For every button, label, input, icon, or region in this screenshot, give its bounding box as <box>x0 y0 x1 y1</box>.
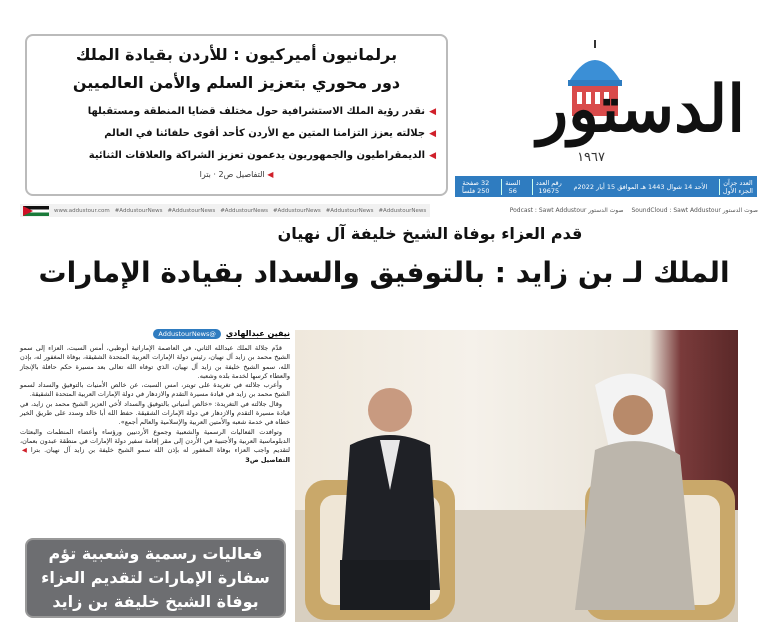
subheadline: قدم العزاء بوفاة الشيخ خليفة آل نهيان <box>277 224 583 243</box>
paragraph: قدّم جلالة الملك عبدالله الثاني، في العاصمة الإماراتية أبوظبي، أمس السبت، العزاء إلى سمو الشيخ محمد بن زايد آل نهيان، رئيس دولة الإمارات العربية المتحدة الشقيقة، بوفاة المغفور له، بإذن الله، سمو الشيخ خليفة بن زايد آل نهيان، الذي توفاه الله تعالى بعد مسيرة حكم حافلة بالإنجاز والعطاء كرسها لخدمة بلده وشعبه. <box>20 344 290 380</box>
masthead-name: الدستور <box>537 72 745 147</box>
issue-date: الأحد 14 شوال 1443 هـ الموافق 15 أيار 2022م <box>573 182 708 191</box>
byline <box>120 327 290 341</box>
masthead-logo <box>495 40 745 170</box>
soundcloud-link[interactable]: صوت الدستور SoundCloud : Sawt Addustour <box>631 206 758 214</box>
masthead-year: ١٩٦٧ <box>577 150 605 165</box>
side-story-line: سفارة الإمارات لتقديم العزاء <box>41 568 270 587</box>
top-story-headline-1: برلمانيون أميركيون : للأردن بقيادة الملك <box>75 45 398 64</box>
pages: 32 صفحة <box>462 178 490 187</box>
main-headline: الملك لـ بن زايد : بالتوفيق والسداد بقيادة الإمارات <box>38 256 730 289</box>
website-link[interactable]: www.addustour.com <box>54 207 110 214</box>
details-link[interactable]: التفاصيل ص2 <box>218 170 265 179</box>
issue-part: الجزء الأول <box>722 186 753 195</box>
bullet-item: ◀ جلالته يعزز التزامنا المتين مع الأردن كأحد أقوى حلفائنا في العالم <box>37 123 436 145</box>
year-no: 56 <box>508 186 517 195</box>
social-bar <box>20 204 430 217</box>
side-story-box[interactable] <box>25 538 286 618</box>
bullet-item: ◀ نقدر رؤية الملك الاستشرافية حول مختلف قضايا المنطقة ومستقبلها <box>37 101 436 123</box>
telegram-handle[interactable]: #AddustourNews <box>272 207 321 214</box>
issue-no-label: رقم العدد <box>535 178 562 187</box>
facebook-handle[interactable]: #AddustourNews <box>114 207 163 214</box>
twitter-handle[interactable]: #AddustourNews <box>378 207 427 214</box>
issue-label: العدد جزآن <box>723 178 753 187</box>
podcast-bar <box>435 204 758 216</box>
article-body <box>20 344 290 465</box>
main-photo <box>295 330 738 622</box>
top-story-box[interactable]: برلمانيون أميركيون : للأردن بقيادة الملك دور محوري بتعزيز السلم والأمن العالميين ◀ نقدر رؤية الملك الاستشرافية حول مختلف قضايا المنطقة ومستقبلها ◀ جلالته يعزز التزامنا المتين مع الأردن كأحد أقوى حلفائنا في العالم ◀ الديمقراطيون والجمهوريون يدعمون تعزيز الشراكة والعلاقات الثنائية ◀ التفاصيل ص2 · بترا <box>25 34 448 196</box>
arrow-icon: ◀ <box>267 170 274 179</box>
issue-no: 19675 <box>538 186 560 195</box>
instagram-handle[interactable]: #AddustourNews <box>167 207 216 214</box>
podcast-link[interactable]: صوت الدستور Podcast : Sawt Addustour <box>509 206 624 214</box>
side-story-line: بوفاة الشيخ خليفة بن زايد <box>52 592 259 611</box>
last-paragraph-wrap <box>20 428 290 465</box>
paragraph: وقال جلالته في التغريدة: «خالص أمنياتي بالتوفيق والسداد لأخي العزيز الشيخ محمد بن زايد، في قيادة مسيرة التقدم والازدهار في دولة الإمارات الشقيقة. حفظ الله أبا خالد وسدد على طريق الخير خطاه في خدمة شعبه والأمتين العربية والإسلامية والعالم أجمع». <box>20 399 290 427</box>
year-label: السنة <box>505 178 521 187</box>
author-name: نيفين عبدالهادي <box>225 329 290 338</box>
youtube-handle[interactable]: #AddustourNews <box>325 207 374 214</box>
jordan-flag-icon <box>23 206 49 216</box>
bullet-item: ◀ الديمقراطيون والجمهوريون يدعمون تعزيز الشراكة والعلاقات الثنائية <box>37 145 436 167</box>
details-link[interactable]: ◀ التفاصيل ص3 <box>20 446 290 463</box>
side-story-line: فعاليات رسمية وشعبية تؤم <box>48 544 263 563</box>
paragraph: وأعرب جلالته في تغريدة على تويتر، امس السبت، عن خالص الأمنيات بالتوفيق والسداد لسمو الشيخ محمد بن زايد في قيادة مسيرة التقدم والازدهار في دولة الإمارات العربية المتحدة الشقيقة. <box>20 381 290 399</box>
paragraph: وتوافدت الفعاليات الرسمية والشعبية وجموع الأردنيين ورؤساء وأعضاء المنظمات والبعثات الدبلوماسية العربية والأجنبية في الأردن إلى مقر إقامة سفير دولة الإمارات في منطقة عبدون بعمان، لتقديم واجب العزاء بوفاة المغفور له بإذن الله سمو الشيخ خليفة بن زايد آل نهيان. بترا <box>20 427 290 455</box>
top-story-headline-2: دور محوري بتعزيز السلم والأمن العالميين <box>72 73 401 92</box>
source: بترا <box>199 170 211 179</box>
tiktok-handle[interactable]: #AddustourNews <box>220 207 268 214</box>
issue-info-bar <box>455 176 757 197</box>
price: 250 فلساً <box>462 186 490 195</box>
byline-tag[interactable]: @AddustourNews <box>153 329 220 339</box>
photo-illustration <box>295 330 738 622</box>
